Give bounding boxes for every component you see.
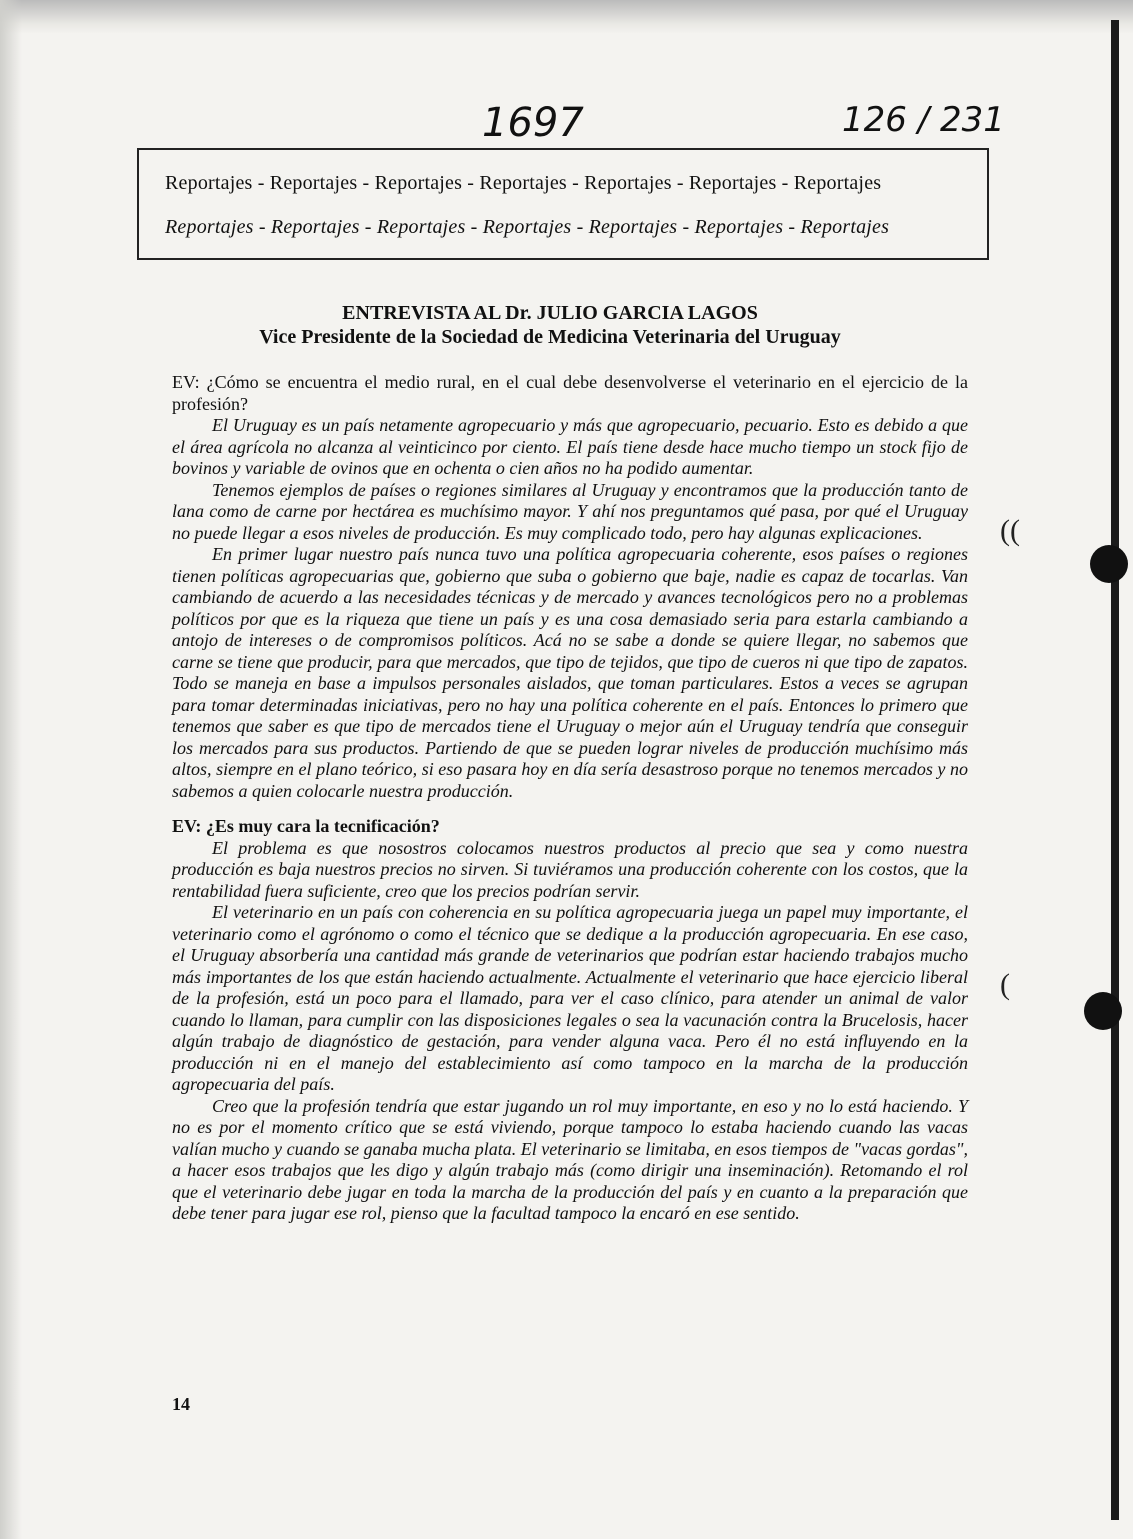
punch-hole-bottom	[1084, 992, 1122, 1030]
answer-paragraph: Creo que la profesión tendría que estar jugando un rol muy importante, en eso y no lo está haciendo. Y no es por el momento crítico que se está viviendo, porque tampoco lo estaba haciendo cuando las vacas valían mucho y cuando se ganaba mucha plata. El veterinario se limitaba, en esos tiempos de "vacas gordas", a hacer esos trabajos que les digo y algún trabajo más (como dirigir una inseminación). Retomando el rol que el veterinario debe jugar en toda la marcha de la producción del país y en cuanto a la preparación que debe tener para jugar ese rol, pienso que la facultad tampoco la encaró en ese sentido.	[172, 1095, 968, 1223]
answer-paragraph: El Uruguay es un país netamente agropecuario y más que agropecuario, pecuario. Esto es debido a que el área agrícola no alcanza al veinticinco por ciento. El país tiene desde hace mucho tiempo un stock fijo de bovinos y variable de ovinos que en ochenta o cien años no ha podido aumentar.	[172, 415, 968, 478]
question-2: EV: ¿Es muy cara la tecnificación?	[172, 816, 440, 836]
page-number: 14	[172, 1394, 190, 1414]
margin-mark-bottom: (	[1000, 968, 1010, 1001]
interview-body	[172, 372, 968, 1225]
answer-paragraph: Tenemos ejemplos de países o regiones similares al Uruguay y encontramos que la producción tanto de lana como de carne por hectárea es muchísimo mayor. Y ahí nos preguntamos qué pasa, por qué el Uruguay no puede llegar a esos niveles de producción. Es muy complicado todo, pero hay algunas explicaciones.	[172, 479, 968, 543]
scan-right-edge	[1111, 20, 1119, 1520]
scan-left-edge	[0, 0, 22, 1539]
answer-paragraph: El veterinario en un país con coherencia en su política agropecuaria juega un papel muy importante, el veterinario como el agrónomo o como el técnico que se dedique a la producción agropecuaria. En ese caso, el Uruguay absorbería una cantidad más grande de veterinarios que podrían estar haciendo trabajos mucho más importantes de los que están haciendo actualmente. Actualmente el veterinario que hace ejercicio liberal de la profesión, está un poco para el llamado, para ver el caso clínico, para atender un animal de valor cuando lo llaman, para cumplir con las disposiciones legales o sea la vacunación contra la Brucelosis, hacer algún trabajo de diagnóstico de gestación, para vender alguna vaca. Pero él no está influyendo en la producción ni en el manejo del establecimiento así como tampoco en la marcha de la producción agropecuaria del país.	[172, 902, 968, 1094]
punch-hole-top	[1090, 545, 1128, 583]
answer-paragraph: El problema es que nosostros colocamos nuestros productos al precio que sea y como nuestra producción es baja nuestros precios no sirven. Si tuviéramos una producción coherente con los costos, que la rentabilidad fuera suficiente, creo que los precios podrían servir.	[172, 837, 968, 901]
handwritten-left-number: 1697	[482, 100, 584, 146]
handwritten-right-number: 126 / 231	[842, 100, 1005, 140]
answer-paragraph: En primer lugar nuestro país nunca tuvo una política agropecuaria coherente, esos países o regiones tienen políticas agropecuarias que, gobierno que suba o gobierno que baje, nadie es capaz de tocarlas. Van cambiando de acuerdo a las necesidades técnicas y de mercado y avances tecnológicos pero no a problemas políticos por que es la riqueza que tiene un país y es una cosa demasiado seria para estarla cambiando a antojo de intereses o de compromisos políticos. Acá no se sabe a donde se quiere llegar, no sabemos que carne se tiene que producir, para que mercados, que tipo de tejidos, que tipo de cueros ni que tipo de zapatos. Todo se maneja en base a impulsos personales aislados, que toman particulares. Estos a veces se agrupan para tomar determinadas iniciativas, pero no hay una política coherente en el país. Entonces lo primero que tenemos que saber es que tipo de mercados tiene el Uruguay o mejor aún el Uruguay tendría que conseguir los mercados para sus productos. Partiendo de que se pueden lograr niveles de producción muchísimo más altos, siempre en el plano teórico, si eso pasara hoy en día sería desastroso porque no tenemos mercados y no sabemos a quien colocarle nuestra producción.	[172, 544, 968, 801]
interview-title: ENTREVISTA AL Dr. JULIO GARCIA LAGOS	[342, 302, 758, 324]
margin-mark-top: ((	[1000, 514, 1020, 547]
question-1: EV: ¿Cómo se encuentra el medio rural, en el cual debe desenvolverse el veterinario en el ejercicio de la profesión?	[172, 372, 968, 414]
header-line-upright: Reportajes - Reportajes - Reportajes - Reportajes - Reportajes - Reportajes - Reportajes	[165, 172, 882, 194]
interview-subtitle: Vice Presidente de la Sociedad de Medicina Veterinaria del Uruguay	[259, 326, 841, 348]
header-line-italic: Reportajes - Reportajes - Reportajes - Reportajes - Reportajes - Reportajes - Reportajes	[165, 216, 890, 238]
header-banner	[137, 148, 989, 260]
scan-top-edge	[0, 0, 1133, 34]
